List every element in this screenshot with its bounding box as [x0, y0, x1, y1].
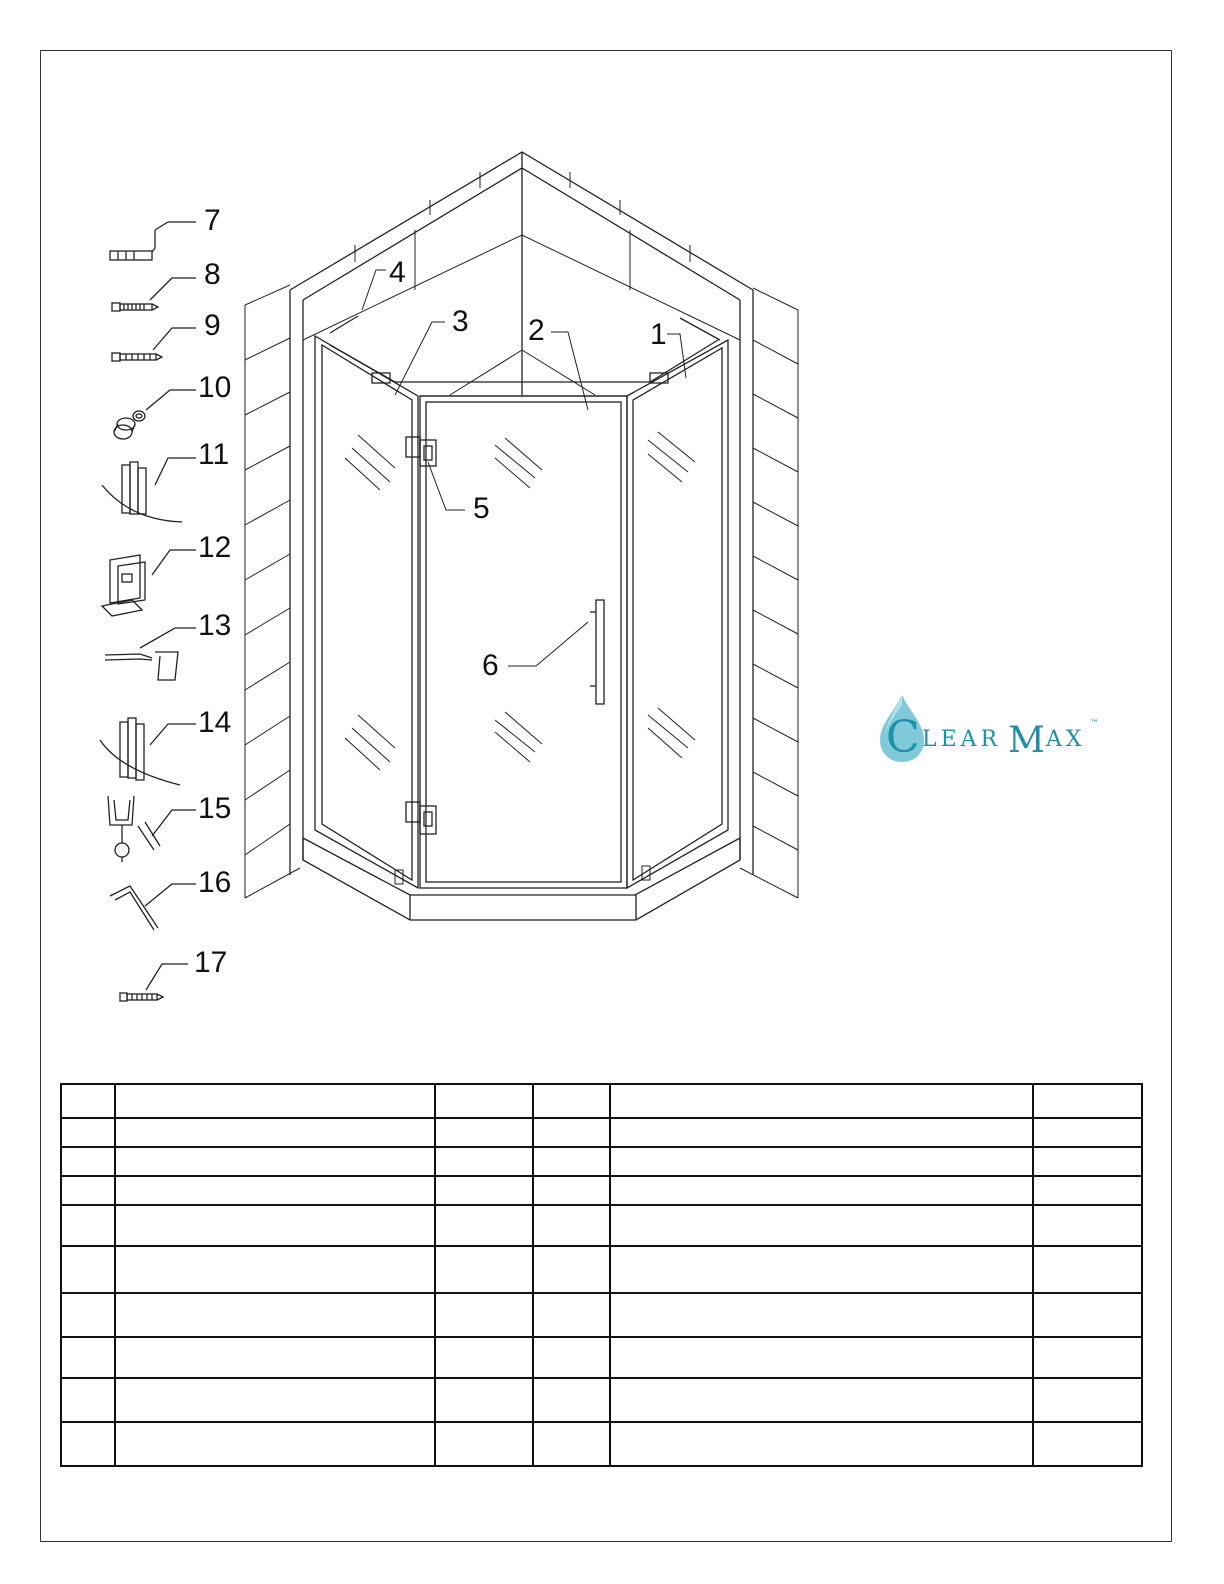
table-cell — [435, 1337, 533, 1378]
table-row — [61, 1378, 1142, 1422]
table-row — [61, 1176, 1142, 1205]
hinge-top — [406, 437, 436, 466]
table-row — [61, 1337, 1142, 1378]
hinge-bottom — [406, 802, 436, 834]
table-cell — [533, 1293, 610, 1337]
part-9-screw — [112, 328, 196, 361]
table-cell — [610, 1293, 1033, 1337]
table-cell — [435, 1084, 533, 1118]
table-cell — [115, 1293, 435, 1337]
table-cell — [1033, 1147, 1142, 1176]
callout-labels — [194, 204, 667, 979]
callout-8: 8 — [204, 258, 221, 291]
table-cell — [115, 1246, 435, 1293]
table-cell — [61, 1293, 115, 1337]
table-row — [61, 1422, 1142, 1466]
left-tile-wall — [245, 285, 300, 898]
callout-1: 1 — [650, 318, 667, 351]
table-cell — [435, 1147, 533, 1176]
left-fixed-panel — [315, 336, 418, 888]
door-handle — [590, 600, 604, 704]
table-cell — [610, 1337, 1033, 1378]
parts-table — [60, 1083, 1143, 1467]
part-16-hex-key — [110, 884, 196, 930]
part-11-wall-channel — [102, 458, 196, 522]
back-wall — [290, 152, 753, 875]
table-cell — [1033, 1084, 1142, 1118]
callout-6: 6 — [482, 649, 499, 682]
leader-lines — [362, 270, 686, 666]
table-cell — [1033, 1246, 1142, 1293]
table-cell — [435, 1246, 533, 1293]
table-cell — [115, 1147, 435, 1176]
table-cell — [1033, 1205, 1142, 1246]
table-cell — [61, 1422, 115, 1466]
table-cell — [115, 1422, 435, 1466]
shower-base — [303, 838, 740, 920]
table-cell — [1033, 1118, 1142, 1147]
table-cell — [533, 1118, 610, 1147]
table-cell — [533, 1084, 610, 1118]
table-cell — [435, 1293, 533, 1337]
callout-15: 15 — [198, 792, 232, 825]
table-cell — [61, 1118, 115, 1147]
table-cell — [610, 1205, 1033, 1246]
callout-11: 11 — [198, 438, 230, 471]
table-cell — [435, 1118, 533, 1147]
logo-initial: C — [886, 712, 920, 763]
clearmax-logo — [872, 690, 1112, 770]
table-cell — [533, 1176, 610, 1205]
table-cell — [435, 1176, 533, 1205]
table-cell — [1033, 1293, 1142, 1337]
table-cell — [533, 1337, 610, 1378]
table-cell — [533, 1205, 610, 1246]
table-cell — [61, 1337, 115, 1378]
table-row — [61, 1246, 1142, 1293]
callout-4: 4 — [389, 256, 406, 289]
table-cell — [435, 1378, 533, 1422]
part-7-wall-anchor — [110, 222, 196, 260]
table-cell — [115, 1205, 435, 1246]
table-cell — [1033, 1176, 1142, 1205]
table-cell — [61, 1176, 115, 1205]
table-cell — [61, 1084, 115, 1118]
table-cell — [115, 1084, 435, 1118]
table-cell — [533, 1422, 610, 1466]
table-cell — [61, 1205, 115, 1246]
callout-17: 17 — [194, 946, 228, 979]
logo-text-suffix: AX — [1046, 727, 1086, 752]
callout-13: 13 — [198, 609, 232, 642]
table-cell — [61, 1378, 115, 1422]
part-10-caps — [114, 390, 196, 439]
right-tile-wall — [740, 288, 798, 898]
callout-10: 10 — [198, 371, 232, 404]
table-cell — [115, 1378, 435, 1422]
table-cell — [610, 1147, 1033, 1176]
part-12-bracket — [102, 550, 196, 616]
table-cell — [115, 1337, 435, 1378]
table-cell — [610, 1084, 1033, 1118]
table-row — [61, 1118, 1142, 1147]
logo-trademark: ™ — [1090, 719, 1099, 729]
table-cell — [610, 1118, 1033, 1147]
part-17-screw — [120, 964, 188, 1001]
callout-16: 16 — [198, 866, 232, 899]
table-cell — [610, 1246, 1033, 1293]
part-8-screw — [112, 278, 196, 311]
table-cell — [1033, 1378, 1142, 1422]
table-cell — [1033, 1422, 1142, 1466]
part-15-bottom-seal — [108, 796, 196, 862]
table-row — [61, 1147, 1142, 1176]
table-row — [61, 1293, 1142, 1337]
table-cell — [610, 1422, 1033, 1466]
callout-3: 3 — [452, 305, 469, 338]
logo-text-main: M — [1008, 720, 1045, 761]
callout-14: 14 — [198, 706, 232, 739]
table-cell — [533, 1378, 610, 1422]
logo-text-prefix: LEAR — [922, 727, 1002, 752]
table-cell — [533, 1246, 610, 1293]
table-cell — [115, 1176, 435, 1205]
table-cell — [61, 1147, 115, 1176]
callout-12: 12 — [198, 531, 232, 564]
table-cell — [435, 1422, 533, 1466]
table-row — [61, 1205, 1142, 1246]
table-cell — [1033, 1337, 1142, 1378]
table-cell — [533, 1147, 610, 1176]
callout-5: 5 — [473, 492, 490, 525]
table-row — [61, 1084, 1142, 1118]
right-fixed-panel — [627, 340, 728, 888]
callout-9: 9 — [204, 309, 221, 342]
table-cell — [61, 1246, 115, 1293]
part-14-magnetic-strip — [100, 718, 196, 785]
part-13-seal — [105, 628, 196, 680]
callout-2: 2 — [528, 314, 545, 347]
table-cell — [610, 1378, 1033, 1422]
table-cell — [435, 1205, 533, 1246]
callout-7: 7 — [204, 204, 221, 237]
table-cell — [115, 1118, 435, 1147]
table-cell — [610, 1176, 1033, 1205]
